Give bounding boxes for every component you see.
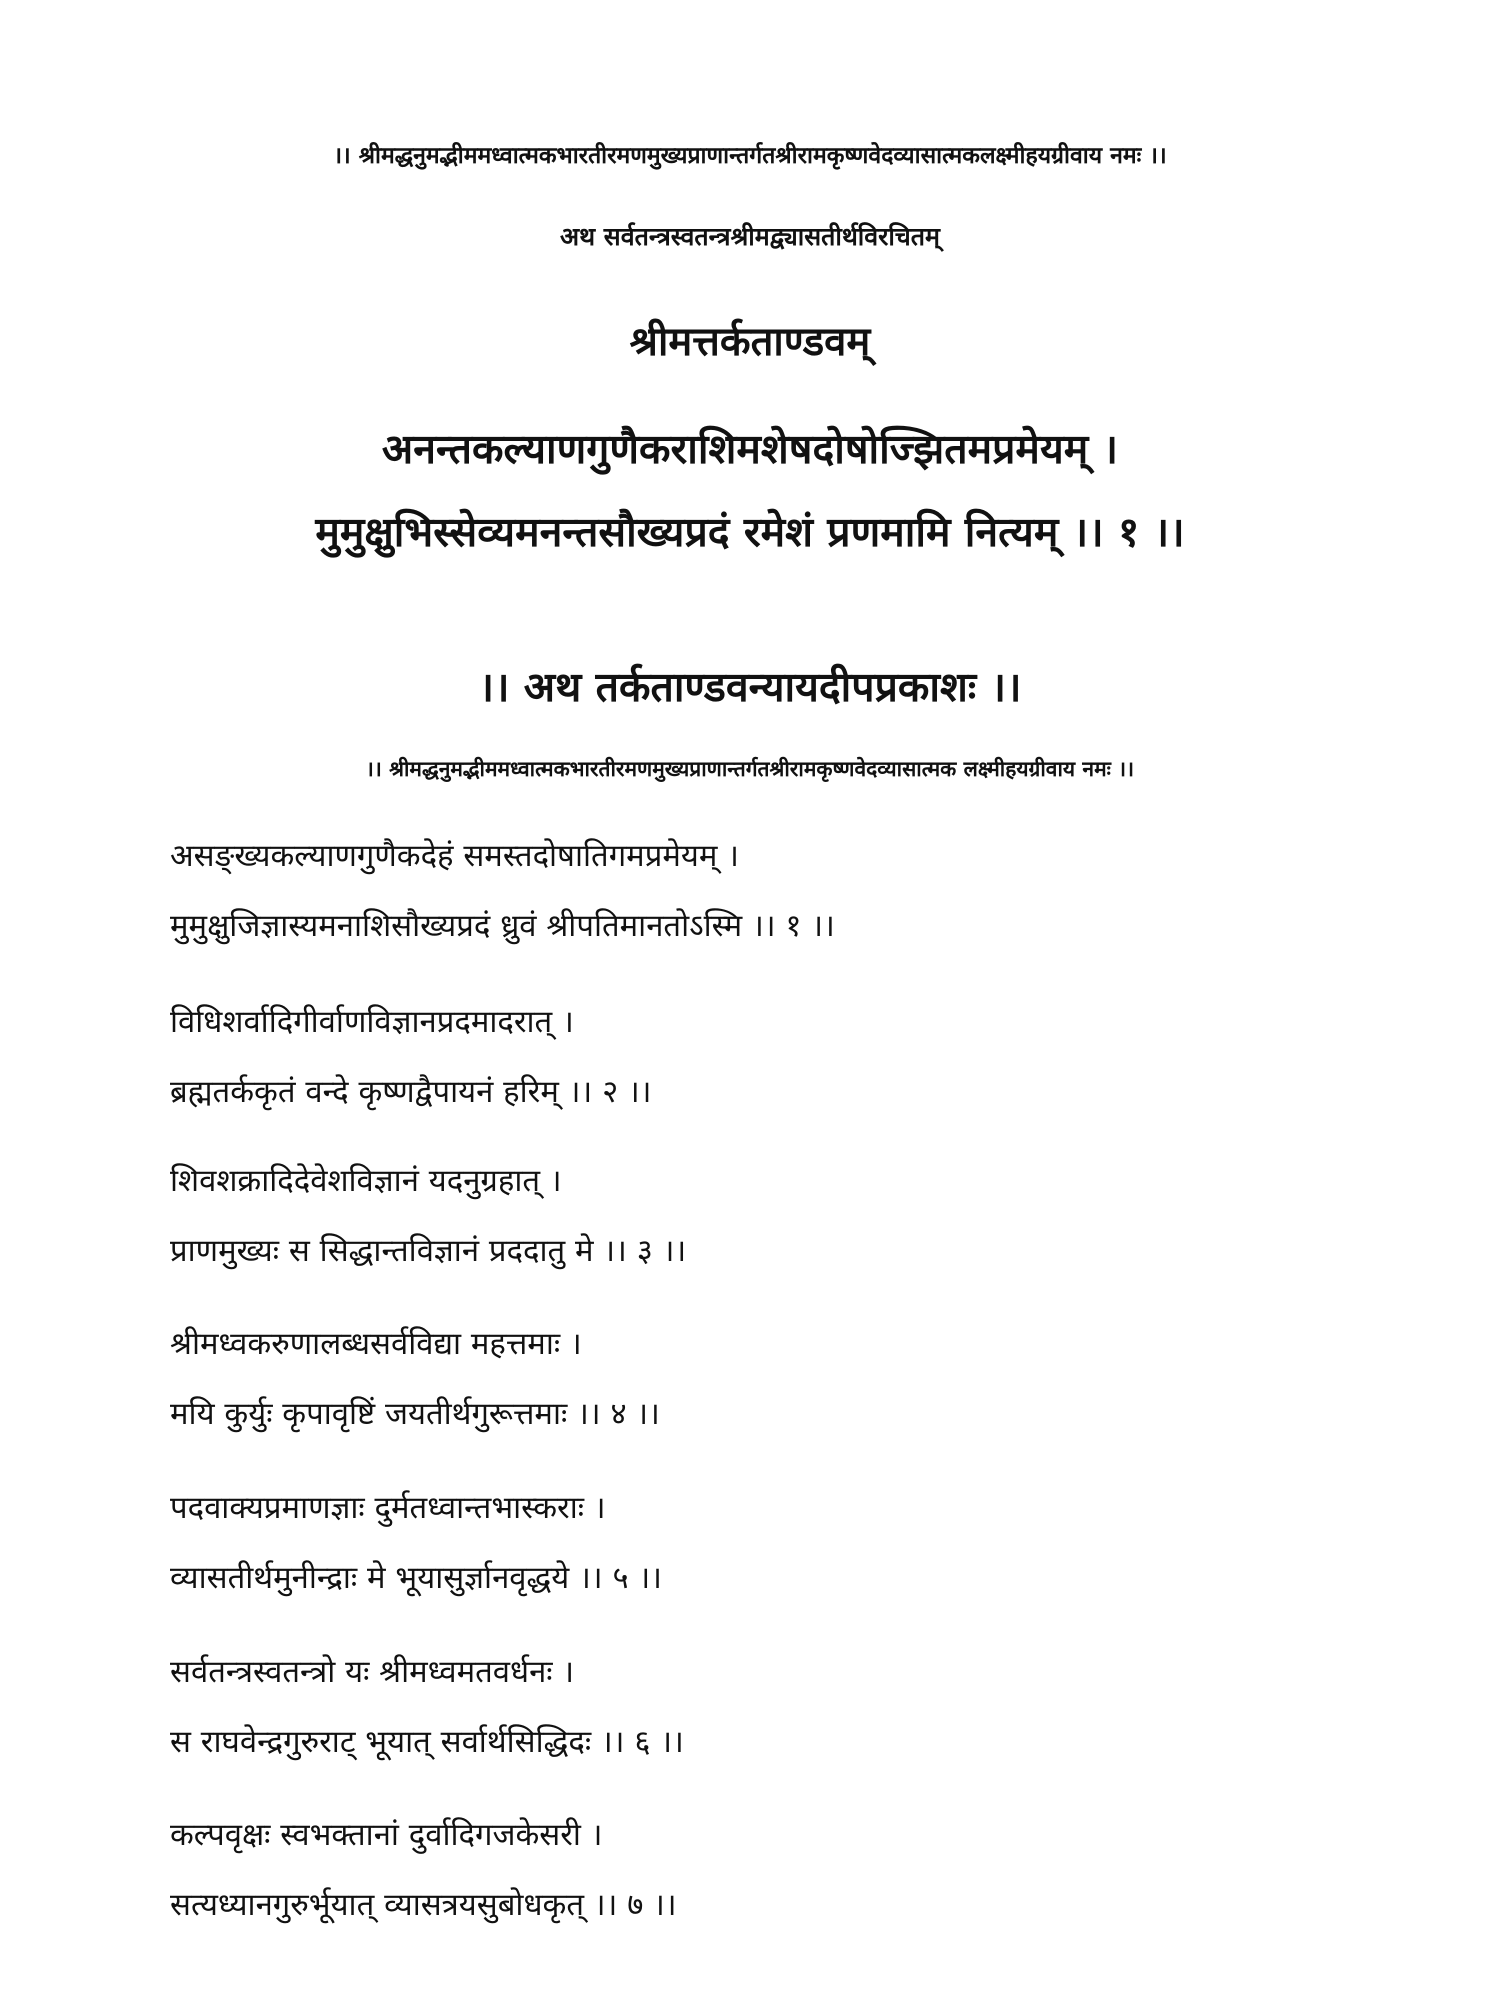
- verse-line: शिवशक्रादिदेवेशविज्ञानं यदनुग्रहात् ।: [170, 1163, 562, 1199]
- verse-line: सर्वतन्त्रस्वतन्त्रो यः श्रीमध्वमतवर्धनः ।: [170, 1654, 575, 1690]
- verse-line: पदवाक्यप्रमाणज्ञाः दुर्मतध्वान्तभास्कराः ।: [170, 1490, 606, 1526]
- verse-line: मयि कुर्युः कृपावृष्टिं जयतीर्थगुरूत्तमाः ।। ४ ।।: [170, 1396, 660, 1432]
- verse-line: विधिशर्वादिगीर्वाणविज्ञानप्रदमादरात् ।: [170, 1004, 574, 1040]
- verse-line: मुमुक्षुजिज्ञास्यमनाशिसौख्यप्रदं ध्रुवं श्रीपतिमानतोऽस्मि ।। १ ।।: [170, 908, 835, 944]
- verse-line: सत्यध्यानगुरुर्भूयात् व्यासत्रयसुबोधकृत् ।। ७ ।।: [170, 1887, 677, 1923]
- page-title: श्रीमत्तर्कताण्डवम्: [629, 319, 871, 365]
- header-invocation: ।। श्रीमद्धनुमद्भीममध्वात्मकभारतीरमणमुख्यप्राणान्तर्गतश्रीरामकृष्णवेदव्यासात्मकलक्ष्मीहयग्रीवाय नमः ।।: [333, 143, 1167, 169]
- verse-line: श्रीमध्वकरुणालब्धसर्वविद्या महत्तमाः ।: [170, 1326, 582, 1362]
- verse-line: असङ्ख्यकल्याणगुणैकदेहं समस्तदोषातिगमप्रमेयम् ।: [170, 838, 739, 874]
- commentary-title: ।। अथ तर्कताण्डवन्यायदीपप्रकाशः ।।: [478, 663, 1022, 711]
- mangala-verse-line-2: मुमुक्षुभिस्सेव्यमनन्तसौख्यप्रदं रमेशं प्रणमामि नित्यम् ।। १ ।।: [315, 508, 1185, 556]
- header-subheading: अथ सर्वतन्त्रस्वतन्त्रश्रीमद्व्यासतीर्थविरचितम्: [560, 222, 940, 251]
- verse-line: प्राणमुख्यः स सिद्धान्तविज्ञानं प्रददातु मे ।। ३ ।।: [170, 1233, 687, 1269]
- mangala-verse-line-1: अनन्तकल्याणगुणैकराशिमशेषदोषोज्झितमप्रमेयम् ।: [381, 425, 1119, 473]
- verse-line: कल्पवृक्षः स्वभक्तानां दुर्वादिगजकेसरी ।: [170, 1817, 603, 1853]
- verse-line: स राघवेन्द्रगुरुराट् भूयात् सर्वार्थसिद्धिदः ।। ६ ।।: [170, 1724, 684, 1760]
- verse-line: व्यासतीर्थमुनीन्द्राः मे भूयासुर्ज्ञानवृद्धये ।। ५ ।।: [170, 1560, 662, 1596]
- commentary-invocation: ।। श्रीमद्धनुमद्भीममध्वात्मकभारतीरमणमुख्यप्राणान्तर्गतश्रीरामकृष्णवेदव्यासात्मक लक्ष्मीहयग्रीवाय नमः ।।: [365, 757, 1135, 781]
- verse-line: ब्रह्मतर्ककृतं वन्दे कृष्णद्वैपायनं हरिम् ।। २ ।।: [170, 1074, 652, 1110]
